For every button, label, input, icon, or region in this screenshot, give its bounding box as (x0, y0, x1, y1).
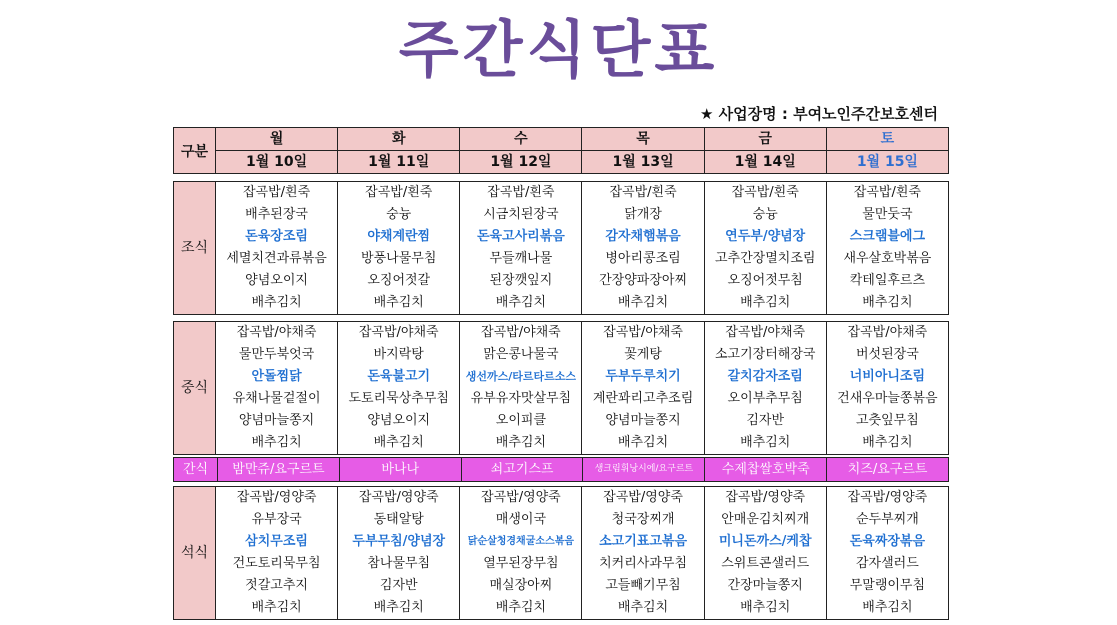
menu-cell: 스위트콘샐러드 (704, 553, 826, 575)
menu-cell: 꽃게탕 (582, 344, 704, 366)
menu-cell: 고춧잎무침 (826, 410, 948, 432)
lunch-table (173, 321, 949, 455)
main-dish-cell: 돈육불고기 (338, 366, 460, 388)
meal-label-breakfast: 조식 (174, 182, 216, 315)
menu-cell: 유부장국 (216, 509, 338, 531)
menu-cell: 물만두북엇국 (216, 344, 338, 366)
menu-cell: 열무된장무침 (460, 553, 582, 575)
menu-cell: 오이부추무침 (704, 388, 826, 410)
menu-cell: 잡곡밥/야채죽 (216, 322, 338, 345)
menu-cell: 배추김치 (582, 292, 704, 315)
menu-cell: 배추김치 (338, 292, 460, 315)
snack-table (173, 457, 949, 482)
snack-cell: 밤만쥬/요구르트 (218, 458, 340, 482)
category-header: 구분 (174, 128, 216, 174)
menu-cell: 배추김치 (582, 432, 704, 455)
menu-cell: 버섯된장국 (826, 344, 948, 366)
menu-cell: 잡곡밥/영양죽 (216, 487, 338, 510)
main-dish-cell: 돈육고사리볶음 (460, 226, 582, 248)
day-header: 금 (704, 128, 826, 151)
menu-cell: 칵테일후르츠 (826, 270, 948, 292)
page-title: 주간식단표 (398, 13, 719, 86)
main-dish-cell: 삼치무조림 (216, 531, 338, 553)
menu-cell: 잡곡밥/영양죽 (460, 487, 582, 510)
menu-cell: 잡곡밥/영양죽 (826, 487, 948, 510)
dinner-table (173, 486, 949, 620)
menu-cell: 고추간장멸치조림 (704, 248, 826, 270)
menu-cell: 잡곡밥/흰죽 (582, 182, 704, 205)
snack-cell: 치즈/요구르트 (827, 458, 949, 482)
menu-cell: 방풍나물무침 (338, 248, 460, 270)
menu-cell: 오징어젓갈 (338, 270, 460, 292)
main-dish-cell: 야채계란찜 (338, 226, 460, 248)
snack-cell: 바나나 (339, 458, 461, 482)
menu-cell: 잡곡밥/흰죽 (460, 182, 582, 205)
menu-cell: 배추김치 (460, 597, 582, 620)
menu-cell: 잡곡밥/영양죽 (338, 487, 460, 510)
snack-cell: 수제찹쌀호박죽 (705, 458, 827, 482)
menu-cell: 매실장아찌 (460, 575, 582, 597)
menu-cell: 잡곡밥/야채죽 (338, 322, 460, 345)
menu-cell: 건도토리묵무침 (216, 553, 338, 575)
main-dish-cell: 안돌찜닭 (216, 366, 338, 388)
menu-cell: 잡곡밥/야채죽 (460, 322, 582, 345)
main-dish-cell: 두부무침/양념장 (338, 531, 460, 553)
menu-cell: 시금치된장국 (460, 204, 582, 226)
date-header: 1월 10일 (216, 151, 338, 174)
main-dish-cell: 갈치감자조림 (704, 366, 826, 388)
menu-cell: 순두부찌개 (826, 509, 948, 531)
day-header: 화 (338, 128, 460, 151)
main-dish-cell: 생선까스/타르타르소스 (460, 366, 582, 388)
menu-cell: 잡곡밥/흰죽 (216, 182, 338, 205)
main-dish-cell: 돈육짜장볶음 (826, 531, 948, 553)
menu-cell: 동태알탕 (338, 509, 460, 531)
main-dish-cell: 너비아니조림 (826, 366, 948, 388)
menu-cell: 양념마늘쫑지 (216, 410, 338, 432)
date-header: 1월 13일 (582, 151, 704, 174)
menu-cell: 배추김치 (826, 597, 948, 620)
main-dish-cell: 닭순살청경채굴소스볶음 (460, 531, 582, 553)
main-dish-cell: 스크램블에그 (826, 226, 948, 248)
menu-cell: 계란꽈리고추조림 (582, 388, 704, 410)
menu-cell: 건새우마늘쫑볶음 (826, 388, 948, 410)
day-header: 수 (460, 128, 582, 151)
menu-cell: 감자샐러드 (826, 553, 948, 575)
menu-cell: 무들깨나물 (460, 248, 582, 270)
date-header: 1월 15일 (826, 151, 948, 174)
main-dish-cell: 두부두루치기 (582, 366, 704, 388)
menu-cell: 잡곡밥/영양죽 (582, 487, 704, 510)
menu-cell: 김자반 (704, 410, 826, 432)
menu-cell: 배추김치 (216, 432, 338, 455)
menu-cell: 오징어젓무침 (704, 270, 826, 292)
menu-cell: 바지락탕 (338, 344, 460, 366)
menu-cell: 치커리사과무침 (582, 553, 704, 575)
meal-label-lunch: 중식 (174, 322, 216, 455)
breakfast-table (173, 181, 949, 315)
menu-cell: 잡곡밥/야채죽 (704, 322, 826, 345)
menu-cell: 맑은콩나물국 (460, 344, 582, 366)
menu-cell: 젓갈고추지 (216, 575, 338, 597)
menu-cell: 숭늉 (704, 204, 826, 226)
facility-name: ★ 사업장명 : 부여노인주간보호센터 (700, 105, 938, 123)
menu-cell: 잡곡밥/흰죽 (338, 182, 460, 205)
menu-cell: 고들빼기무침 (582, 575, 704, 597)
menu-cell: 잡곡밥/흰죽 (704, 182, 826, 205)
header-table (173, 127, 949, 174)
menu-cell: 잡곡밥/야채죽 (826, 322, 948, 345)
menu-cell: 배추김치 (704, 292, 826, 315)
main-dish-cell: 감자채햄볶음 (582, 226, 704, 248)
menu-cell: 유채나물겉절이 (216, 388, 338, 410)
menu-cell: 배추김치 (704, 432, 826, 455)
menu-cell: 배추김치 (704, 597, 826, 620)
date-header: 1월 14일 (704, 151, 826, 174)
day-header: 토 (826, 128, 948, 151)
menu-cell: 배추김치 (338, 432, 460, 455)
menu-cell: 양념오이지 (338, 410, 460, 432)
menu-cell: 세멸치견과류볶음 (216, 248, 338, 270)
menu-cell: 참나물무침 (338, 553, 460, 575)
menu-cell: 유부유자맛살무침 (460, 388, 582, 410)
menu-cell: 소고기장터해장국 (704, 344, 826, 366)
menu-cell: 김자반 (338, 575, 460, 597)
menu-cell: 숭늉 (338, 204, 460, 226)
menu-cell: 잡곡밥/흰죽 (826, 182, 948, 205)
menu-cell: 잡곡밥/영양죽 (704, 487, 826, 510)
menu-cell: 배추김치 (216, 292, 338, 315)
menu-cell: 배추김치 (460, 432, 582, 455)
menu-cell: 오이피클 (460, 410, 582, 432)
day-header: 목 (582, 128, 704, 151)
snack-cell: 생크림휘낭시에/요구르트 (583, 458, 705, 482)
menu-cell: 배추김치 (216, 597, 338, 620)
menu-cell: 무말랭이무침 (826, 575, 948, 597)
menu-cell: 잡곡밥/야채죽 (582, 322, 704, 345)
snack-cell: 쇠고기스프 (461, 458, 583, 482)
menu-cell: 닭개장 (582, 204, 704, 226)
date-header: 1월 11일 (338, 151, 460, 174)
meal-label-dinner: 석식 (174, 487, 216, 620)
menu-cell: 된장깻잎지 (460, 270, 582, 292)
menu-cell: 양념마늘쫑지 (582, 410, 704, 432)
menu-cell: 간장마늘쫑지 (704, 575, 826, 597)
date-header: 1월 12일 (460, 151, 582, 174)
menu-cell: 양념오이지 (216, 270, 338, 292)
menu-cell: 물만둣국 (826, 204, 948, 226)
main-dish-cell: 연두부/양념장 (704, 226, 826, 248)
menu-cell: 배추김치 (826, 432, 948, 455)
menu-cell: 배추된장국 (216, 204, 338, 226)
menu-cell: 청국장찌개 (582, 509, 704, 531)
menu-cell: 안매운김치찌개 (704, 509, 826, 531)
menu-cell: 매생이국 (460, 509, 582, 531)
main-dish-cell: 소고기표고볶음 (582, 531, 704, 553)
main-dish-cell: 미니돈까스/케찹 (704, 531, 826, 553)
menu-cell: 간장양파장아찌 (582, 270, 704, 292)
meal-label-snack: 간식 (174, 458, 218, 482)
menu-cell: 도토리묵상추무침 (338, 388, 460, 410)
day-header: 월 (216, 128, 338, 151)
menu-cell: 배추김치 (826, 292, 948, 315)
menu-cell: 새우살호박볶음 (826, 248, 948, 270)
menu-cell: 배추김치 (338, 597, 460, 620)
menu-cell: 배추김치 (460, 292, 582, 315)
menu-cell: 배추김치 (582, 597, 704, 620)
menu-cell: 병아리콩조림 (582, 248, 704, 270)
main-dish-cell: 돈육장조림 (216, 226, 338, 248)
